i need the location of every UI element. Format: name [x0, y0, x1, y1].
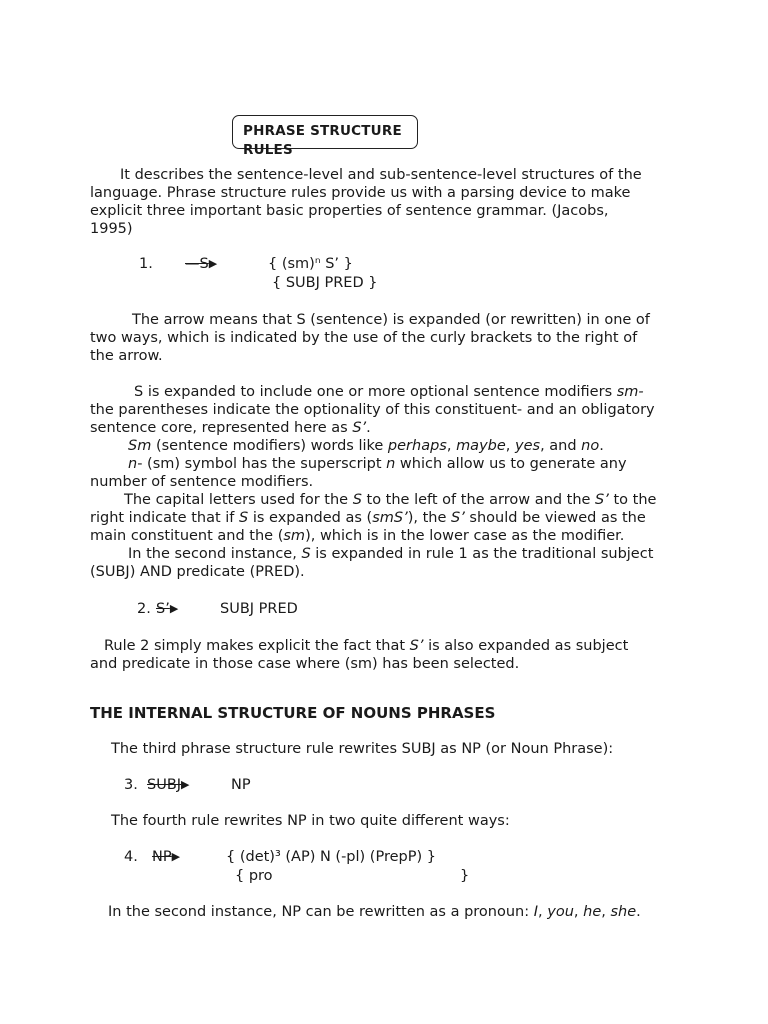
page-title: PHRASE STRUCTURE RULES [243, 123, 402, 158]
rule3-right: NP [231, 777, 251, 793]
arrow-line: two ways, which is indicated by the use of the curly brackets to the right of [90, 330, 638, 346]
rule4-left: NP▶ [152, 849, 181, 865]
rule1-number: 1. [139, 256, 153, 272]
intro-line: explicit three important basic properties of sentence grammar. (Jacobs, [90, 203, 609, 219]
arrow-line: The arrow means that S (sentence) is expanded (or rewritten) in one of [132, 312, 650, 328]
arrow-icon: ▶ [169, 602, 179, 615]
fourth-paragraph: The fourth rule rewrites NP in two quite different ways: [111, 813, 510, 829]
rule2-paragraph: Rule 2 simply makes explicit the fact that S’ is also expanded as subject and predicate in those case where (sm) has been selected. [90, 638, 629, 672]
rule2-left: S’▶ [156, 601, 179, 617]
arrow-icon: ▶ [181, 778, 190, 791]
intro-line: 1995) [90, 221, 133, 237]
intro-paragraph [90, 166, 690, 238]
rule2-number: 2. [137, 601, 151, 617]
s-paragraph: S is expanded to include one or more optional sentence modifiers sm- the parentheses indicate the optionality of this constituent- and an obligatory sentence core, represented here as S’. Sm (sentence modifiers) words like perhaps, maybe, yes, and no. n- (sm) symbol has the superscript n which allow us to generate any number of sentence modifiers. The capital letters used for the S to the left of the arrow and the S’ to the right indicate that if S is expanded as (smS’), the S’ should be viewed as the main constituent and the (sm), which is in the lower case as the modifier. In the second instance, S is expanded in rule 1 as the traditional subject (SUBJ) AND predicate (PRED). [90, 383, 690, 581]
arrow-line: the arrow. [90, 348, 163, 364]
rule2-right: SUBJ PRED [220, 601, 298, 617]
arrow-icon: ▶ [208, 257, 218, 270]
third-paragraph: The third phrase structure rule rewrites SUBJ as NP (or Noun Phrase): [111, 741, 614, 757]
intro-line: It describes the sentence-level and sub-sentence-level structures of the [120, 167, 642, 183]
arrow-paragraph [90, 311, 690, 365]
title-box [232, 115, 418, 158]
cap-line: The capital letters used for the S to the left of the arrow and the S’ to the [124, 492, 657, 508]
rule4-number: 4. [124, 849, 138, 865]
intro-line: language. Phrase structure rules provide us with a parsing device to make [90, 185, 631, 201]
rule1-line2: { SUBJ PRED } [272, 275, 378, 291]
second-line: In the second instance, S is expanded in rule 1 as the traditional subject [128, 546, 654, 562]
arrow-icon: ▶ [171, 850, 181, 863]
n-line: n- (sm) symbol has the superscript n which allow us to generate any [128, 456, 627, 472]
rule4-line2-end: } [460, 868, 470, 884]
rule1-line1: { (sm)ⁿ S’ } [268, 256, 353, 272]
section-heading: THE INTERNAL STRUCTURE OF NOUNS PHRASES [90, 704, 496, 722]
rule4-line1: { (det)³ (AP) N (-pl) (PrepP) } [226, 849, 436, 865]
rule3-left: SUBJ▶ [147, 777, 190, 793]
last-paragraph: In the second instance, NP can be rewritten as a pronoun: I, you, he, she. [108, 904, 641, 920]
rule1-left: —S▶ [185, 256, 218, 272]
rule4-line2-start: { pro [235, 868, 273, 884]
rule3-number: 3. [124, 777, 138, 793]
sm-line: Sm (sentence modifiers) words like perhaps, maybe, yes, and no. [128, 438, 604, 454]
